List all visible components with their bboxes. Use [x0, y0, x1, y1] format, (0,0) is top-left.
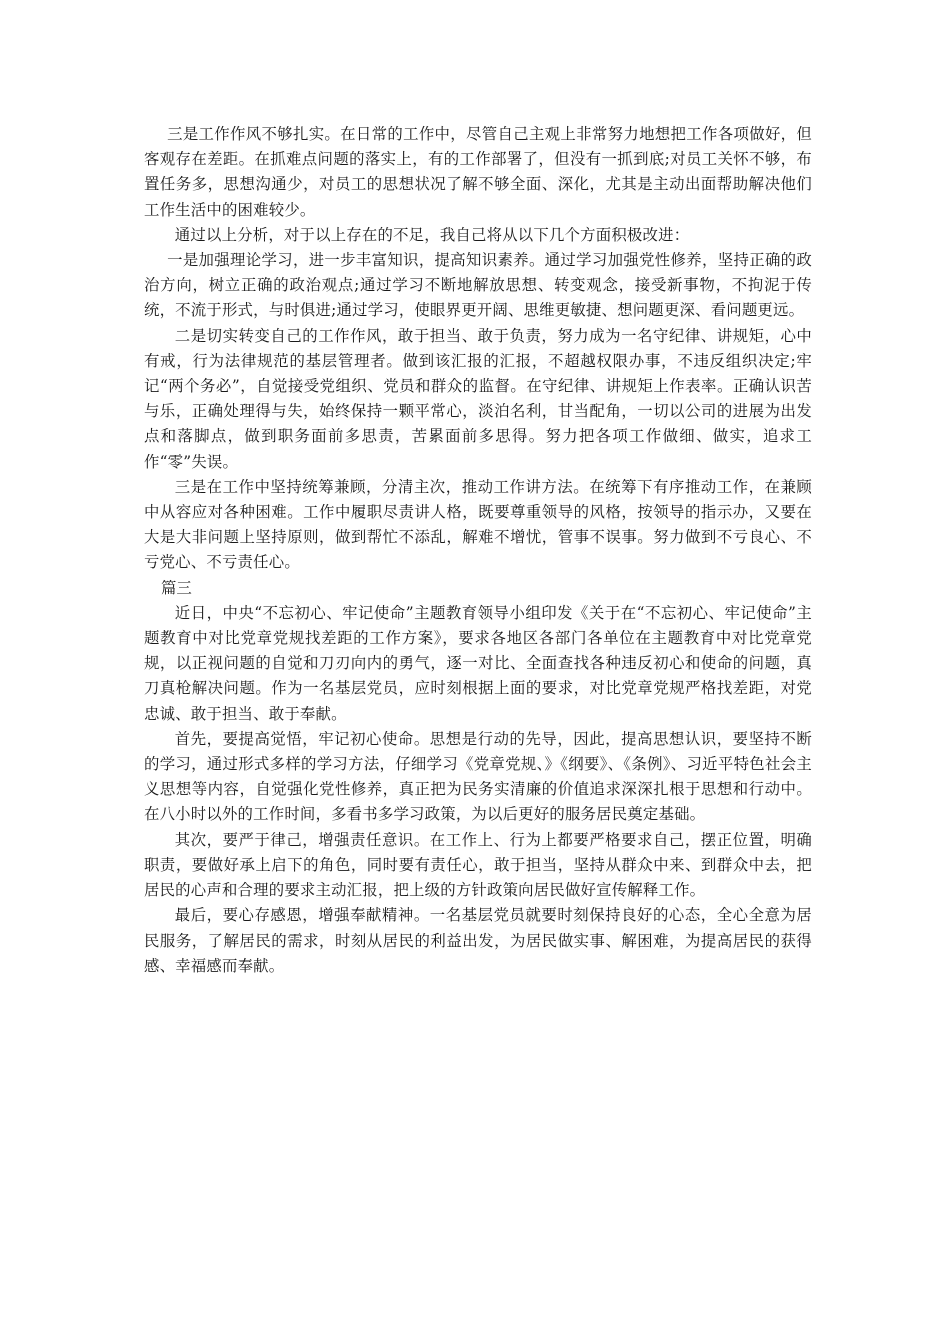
section-heading: 篇三 [160, 578, 192, 597]
paragraph-improvement-intro: 通过以上分析，对于以上存在的不足，我自己将从以下几个方面积极改进： [174, 225, 690, 244]
paragraph-first-awareness: 首先，要提高觉悟，牢记初心使命。思想是行动的先导，因此，提高思想认识，要坚持不断的学习，通过形式多样的学习方法，仔细学习《党章党规、》《纲要》、《条例》、习近平特色社会主义思想等内容，自觉强化党性修养，真正把为民务实清廉的价值追求深深扎根于思想和行动中。在八小时以外的工作时间，多看书多学习政策，为以后更好的服务居民奠定基础。 [144, 729, 812, 824]
paragraph-work-style-change: 二是切实转变自己的工作作风，敢于担当、敢于负责，努力成为一名守纪律、讲规矩，心中有戒，行为法律规范的基层管理者。做到该汇报的汇报，不超越权限办事，不违反组织决定;牢记“两个务必”，自觉接受党组织、党员和群众的监督。在守纪律、讲规矩上作表率。正确认识苦与乐，正确处理得与失，始终保持一颗平常心，淡泊名利，甘当配角，一切以公司的进展为出发点和落脚点，做到职务面前多思责，苦累面前多思得。努力把各项工作做细、做实，追求工作“零”失误。 [144, 326, 812, 471]
paragraph-central-notice: 近日，中央“不忘初心、牢记使命”主题教育领导小组印发《关于在“不忘初心、牢记使命”主题教育中对比党章党规找差距的工作方案》，要求各地区各部门各单位在主题教育中对比党章党规，以正视问题的自觉和刀刃向内的勇气，逐一对比、全面查找各种违反初心和使命的问题，真刀真枪解决问题。作为一名基层党员，应时刻根据上面的要求，对比党章党规严格找差距，对党忠诚、敢于担当、敢于奉献。 [144, 603, 812, 723]
paragraph-overall-planning: 三是在工作中坚持统筹兼顾，分清主次，推动工作讲方法。在统筹下有序推动工作，在兼顾中从容应对各种困难。工作中履职尽责讲人格，既要尊重领导的风格，按领导的指示办，又要在大是大非问题上坚持原则，做到帮忙不添乱，解难不增忧，管事不误事。努力做到不亏良心、不亏党心、不亏责任心。 [144, 477, 812, 572]
paragraph-theory-study: 一是加强理论学习，进一步丰富知识，提高知识素养。通过学习加强党性修养，坚持正确的政治方向，树立正确的政治观点;通过学习不断地解放思想、转变观念，接受新事物，不拘泥于传统，不流于形式，与时俱进;通过学习，使眼界更开阔、思维更敏捷、想问题更深、看问题更远。 [144, 251, 812, 320]
paragraph-work-style: 三是工作作风不够扎实。在日常的工作中，尽管自己主观上非常努力地想把工作各项做好，但客观存在差距。在抓难点问题的落实上，有的工作部署了，但没有一抓到底;对员工关怀不够，布置任务多，思想沟通少，对员工的思想状况了解不够全面、深化，尤其是主动出面帮助解决他们工作生活中的困难较少。 [144, 125, 812, 219]
paragraph-second-discipline: 其次，要严于律己，增强责任意识。在工作上、行为上都要严格要求自己，摆正位置，明确职责，要做好承上启下的角色，同时要有责任心，敢于担当，坚持从群众中来、到群众中去，把居民的心声和合理的要求主动汇报，把上级的方针政策向居民做好宣传解释工作。 [144, 830, 812, 900]
document-page [144, 122, 812, 979]
paragraph-last-gratitude: 最后，要心存感恩，增强奉献精神。一名基层党员就要时刻保持良好的心态，全心全意为居民服务，了解居民的需求，时刻从居民的利益出发，为居民做实事、解困难，为提高居民的获得感、幸福感而奉献。 [144, 906, 812, 975]
